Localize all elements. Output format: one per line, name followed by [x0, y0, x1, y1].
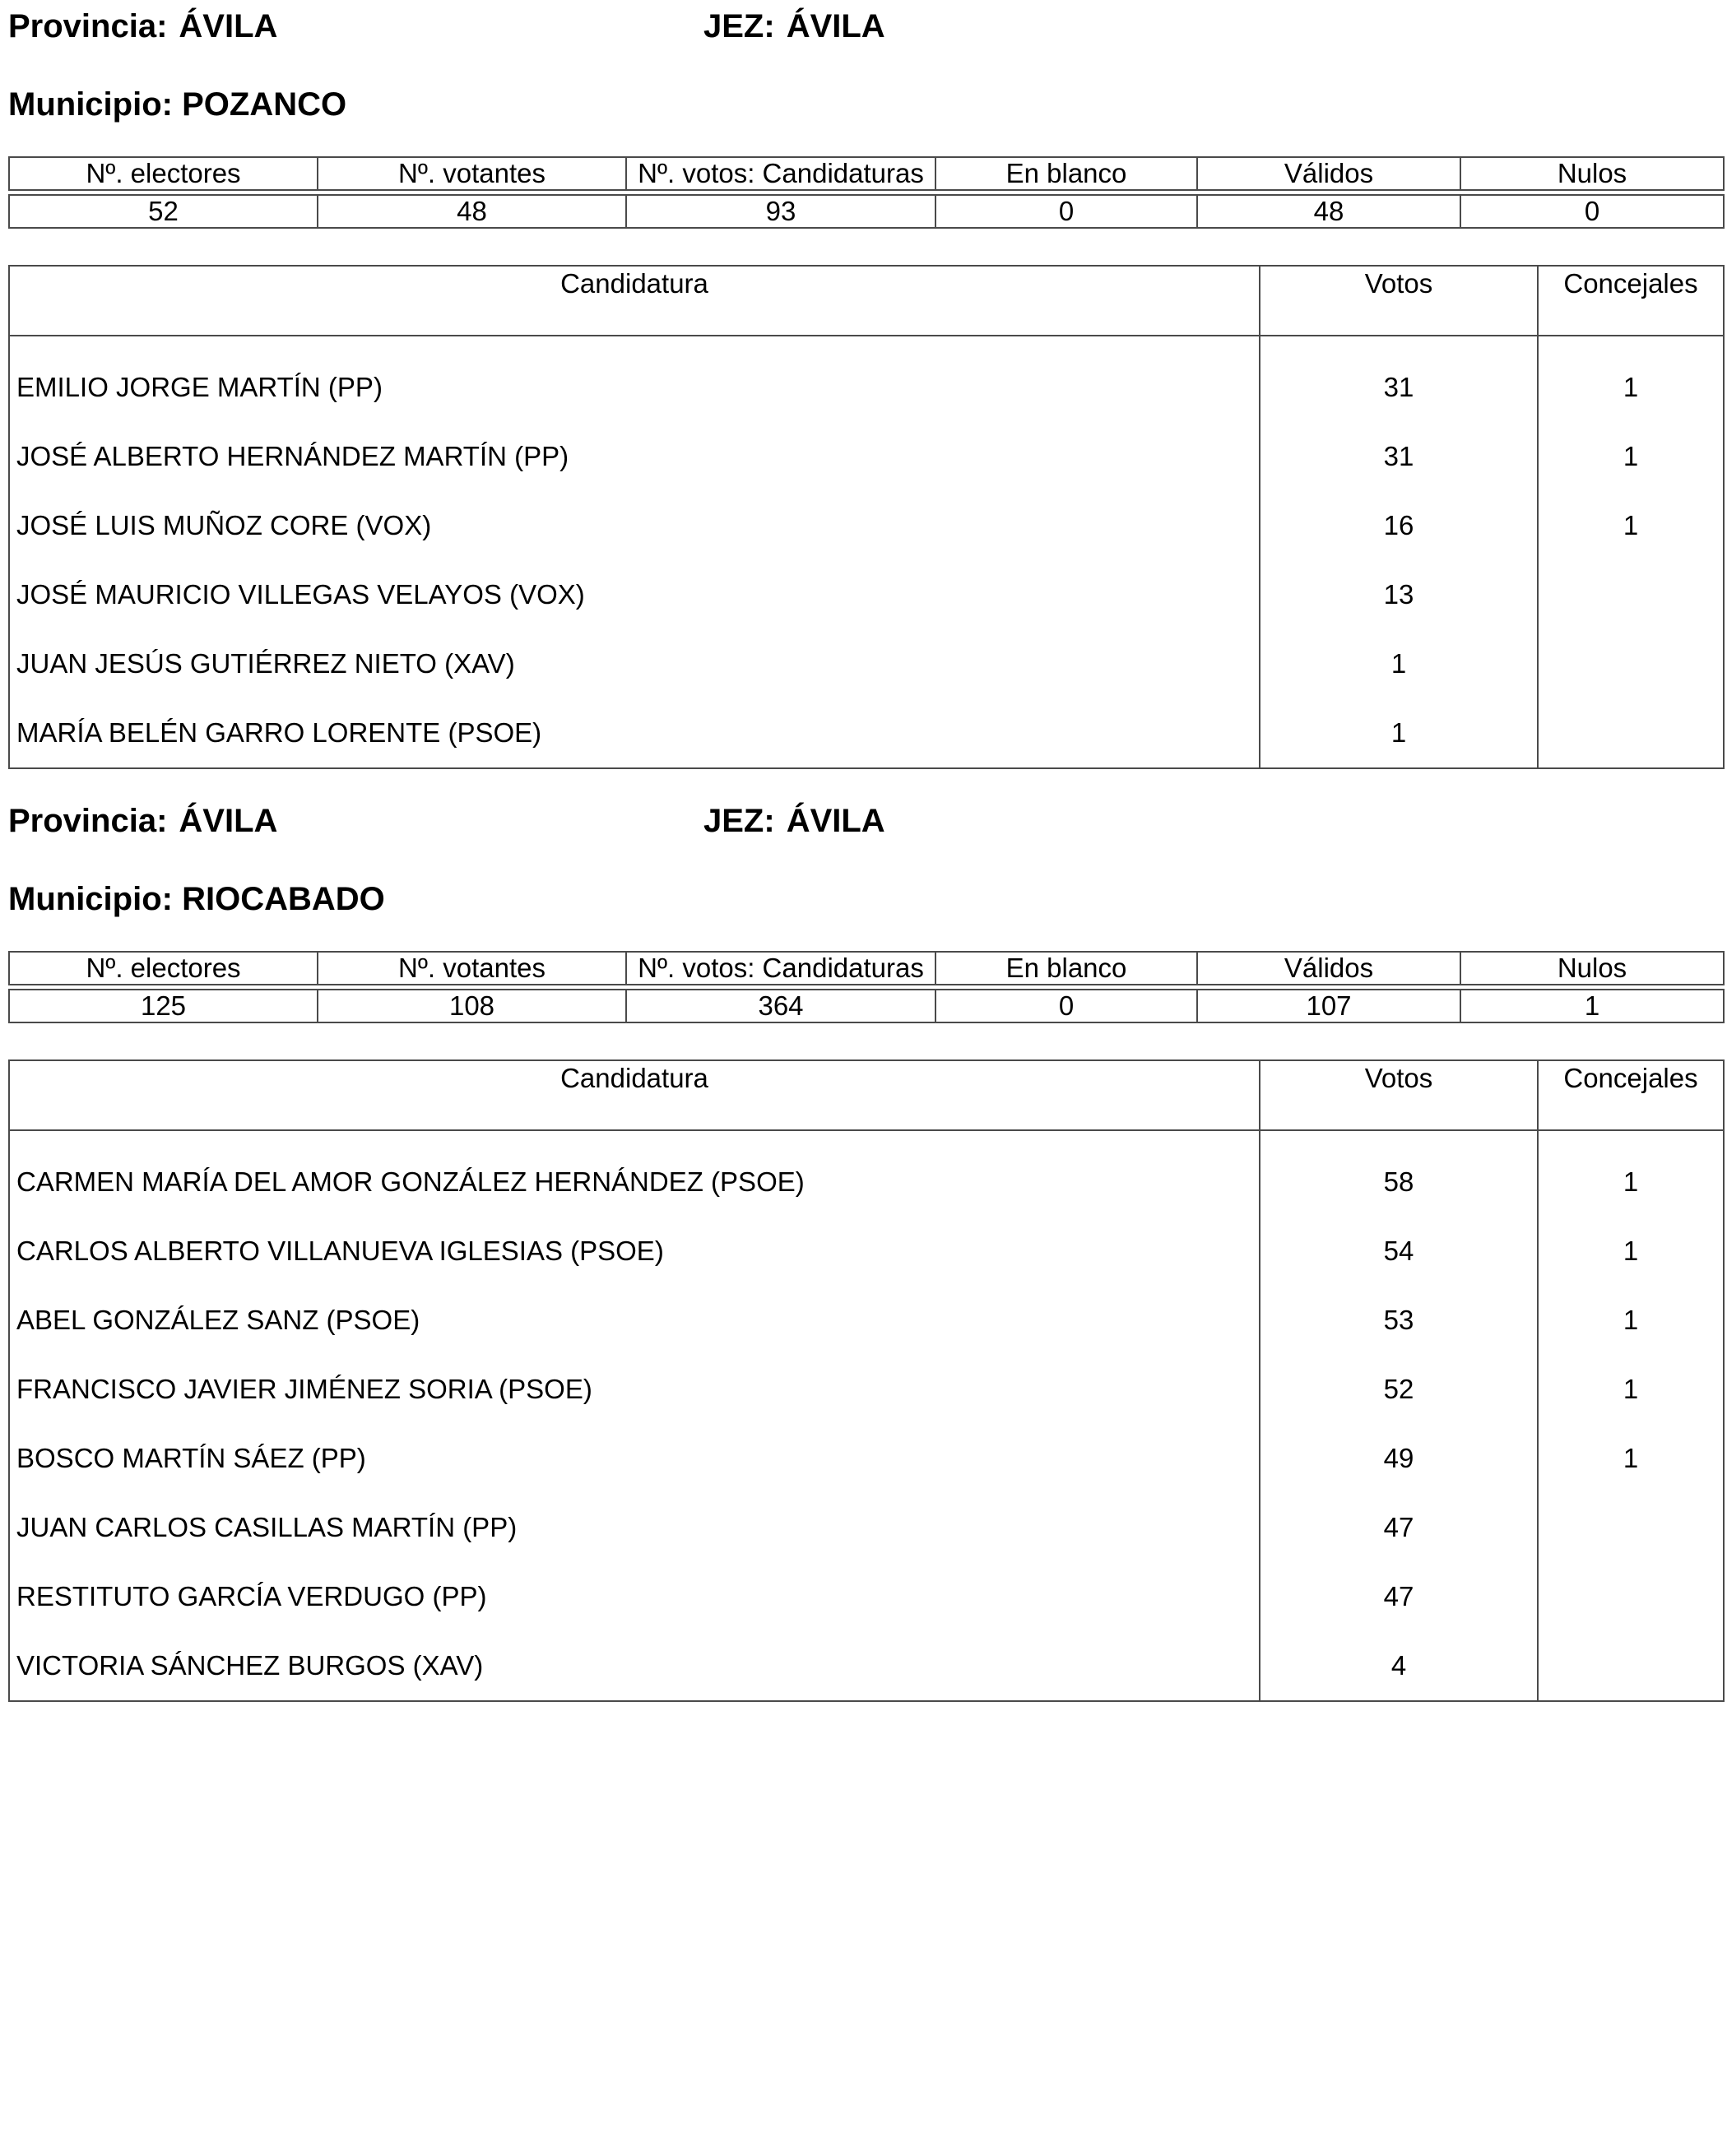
header-validos: Válidos [1197, 952, 1460, 985]
candidate-row [9, 1148, 1724, 1217]
candidate-name: JUAN JESÚS GUTIÉRREZ NIETO (XAV) [9, 629, 1260, 698]
header-nulos: Nulos [1460, 157, 1724, 190]
candidate-name: EMILIO JORGE MARTÍN (PP) [9, 353, 1260, 422]
provincia-label: Provincia: [8, 8, 168, 44]
summary-table [8, 156, 1725, 229]
value-electores: 125 [9, 990, 318, 1022]
candidate-row [9, 353, 1724, 422]
candidate-row [9, 1355, 1724, 1424]
municipio-value: RIOCABADO [182, 881, 385, 917]
candidate-votos: 13 [1260, 560, 1538, 629]
candidates-header-row [9, 266, 1724, 336]
candidate-row [9, 1562, 1724, 1631]
value-votos-candidaturas: 364 [626, 990, 935, 1022]
candidate-votos: 1 [1260, 629, 1538, 698]
municipio-heading [8, 879, 385, 919]
header-en-blanco: En blanco [935, 157, 1197, 190]
summary-values-row [9, 990, 1724, 1022]
candidate-row [9, 560, 1724, 629]
header-concejales: Concejales [1538, 266, 1724, 336]
provincia-value: ÁVILA [179, 803, 278, 839]
header-votos: Votos [1260, 266, 1538, 336]
candidate-votos: 49 [1260, 1424, 1538, 1493]
municipio-label: Municipio: [8, 86, 173, 123]
jez-label: JEZ: [703, 803, 775, 839]
jez-value: ÁVILA [786, 803, 885, 839]
header-concejales: Concejales [1538, 1060, 1724, 1130]
candidate-name: VICTORIA SÁNCHEZ BURGOS (XAV) [9, 1631, 1260, 1701]
candidate-name: BOSCO MARTÍN SÁEZ (PP) [9, 1424, 1260, 1493]
candidate-concejales: 1 [1538, 1286, 1724, 1355]
header-votantes: Nº. votantes [318, 952, 626, 985]
header-electores: Nº. electores [9, 157, 318, 190]
candidate-row [9, 1424, 1724, 1493]
candidate-row [9, 422, 1724, 491]
jez-value: ÁVILA [786, 8, 885, 44]
value-electores: 52 [9, 195, 318, 228]
candidate-row [9, 1217, 1724, 1286]
candidate-votos: 47 [1260, 1493, 1538, 1562]
provincia-heading [8, 801, 277, 841]
candidate-name: ABEL GONZÁLEZ SANZ (PSOE) [9, 1286, 1260, 1355]
summary-table [8, 951, 1725, 1023]
candidate-name: MARÍA BELÉN GARRO LORENTE (PSOE) [9, 698, 1260, 768]
candidate-row [9, 1286, 1724, 1355]
candidate-votos: 16 [1260, 491, 1538, 560]
candidate-name: FRANCISCO JAVIER JIMÉNEZ SORIA (PSOE) [9, 1355, 1260, 1424]
value-en-blanco: 0 [935, 990, 1197, 1022]
candidate-concejales: 1 [1538, 491, 1724, 560]
candidate-name: CARMEN MARÍA DEL AMOR GONZÁLEZ HERNÁNDEZ (PSOE) [9, 1148, 1260, 1217]
jez-heading [703, 7, 885, 46]
header-en-blanco: En blanco [935, 952, 1197, 985]
candidate-votos: 4 [1260, 1631, 1538, 1701]
provincia-heading [8, 7, 277, 46]
jez-label: JEZ: [703, 8, 775, 44]
municipio-label: Municipio: [8, 881, 173, 917]
candidate-concejales: 1 [1538, 1217, 1724, 1286]
candidates-top-padding [9, 336, 1724, 353]
municipio-value: POZANCO [182, 86, 347, 123]
header-candidatura: Candidatura [9, 1060, 1260, 1130]
value-votantes: 108 [318, 990, 626, 1022]
header-validos: Válidos [1197, 157, 1460, 190]
candidate-name: JOSÉ ALBERTO HERNÁNDEZ MARTÍN (PP) [9, 422, 1260, 491]
header-votos-candidaturas: Nº. votos: Candidaturas [626, 952, 935, 985]
value-validos: 48 [1197, 195, 1460, 228]
header-votos-candidaturas: Nº. votos: Candidaturas [626, 157, 935, 190]
candidates-top-padding [9, 1130, 1724, 1148]
candidate-concejales: 1 [1538, 353, 1724, 422]
candidate-concejales [1538, 629, 1724, 698]
header-votos: Votos [1260, 1060, 1538, 1130]
value-votantes: 48 [318, 195, 626, 228]
value-votos-candidaturas: 93 [626, 195, 935, 228]
candidate-votos: 1 [1260, 698, 1538, 768]
header-candidatura: Candidatura [9, 266, 1260, 336]
candidate-votos: 53 [1260, 1286, 1538, 1355]
value-validos: 107 [1197, 990, 1460, 1022]
provincia-label: Provincia: [8, 803, 168, 839]
candidate-concejales: 1 [1538, 422, 1724, 491]
candidate-concejales [1538, 698, 1724, 768]
candidate-row [9, 1493, 1724, 1562]
candidate-name: JOSÉ LUIS MUÑOZ CORE (VOX) [9, 491, 1260, 560]
candidate-votos: 54 [1260, 1217, 1538, 1286]
candidate-name: JOSÉ MAURICIO VILLEGAS VELAYOS (VOX) [9, 560, 1260, 629]
header-votantes: Nº. votantes [318, 157, 626, 190]
value-en-blanco: 0 [935, 195, 1197, 228]
candidate-votos: 47 [1260, 1562, 1538, 1631]
candidate-votos: 31 [1260, 422, 1538, 491]
candidates-table [8, 1059, 1725, 1702]
header-nulos: Nulos [1460, 952, 1724, 985]
candidate-row [9, 698, 1724, 768]
candidate-concejales [1538, 1562, 1724, 1631]
candidate-concejales [1538, 1493, 1724, 1562]
candidate-concejales [1538, 1631, 1724, 1701]
candidate-votos: 31 [1260, 353, 1538, 422]
candidate-concejales: 1 [1538, 1424, 1724, 1493]
summary-header-row [9, 952, 1724, 985]
candidate-row [9, 629, 1724, 698]
candidate-name: RESTITUTO GARCÍA VERDUGO (PP) [9, 1562, 1260, 1631]
candidate-votos: 52 [1260, 1355, 1538, 1424]
candidate-concejales: 1 [1538, 1148, 1724, 1217]
candidate-name: JUAN CARLOS CASILLAS MARTÍN (PP) [9, 1493, 1260, 1562]
candidates-header-row [9, 1060, 1724, 1130]
candidate-row [9, 1631, 1724, 1701]
jez-heading [703, 801, 885, 841]
value-nulos: 0 [1460, 195, 1724, 228]
candidates-table [8, 265, 1725, 769]
candidate-votos: 58 [1260, 1148, 1538, 1217]
candidate-concejales: 1 [1538, 1355, 1724, 1424]
candidate-row [9, 491, 1724, 560]
candidate-concejales [1538, 560, 1724, 629]
summary-header-row [9, 157, 1724, 190]
candidate-name: CARLOS ALBERTO VILLANUEVA IGLESIAS (PSOE) [9, 1217, 1260, 1286]
summary-values-row [9, 195, 1724, 228]
municipio-heading [8, 85, 346, 124]
value-nulos: 1 [1460, 990, 1724, 1022]
provincia-value: ÁVILA [179, 8, 278, 44]
header-electores: Nº. electores [9, 952, 318, 985]
